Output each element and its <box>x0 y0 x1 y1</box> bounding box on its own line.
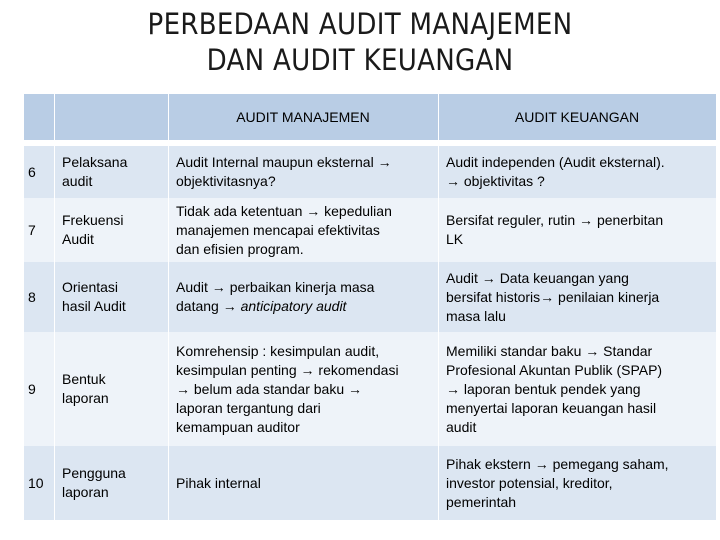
cell-manajemen: Pihak internal <box>176 474 261 491</box>
header-audit-keuangan: AUDIT KEUANGAN <box>514 108 640 125</box>
row-aspect: Pengguna laporan <box>62 465 126 500</box>
cell-manajemen-text: Audit → perbaikan kinerja masa datang → <box>176 279 375 314</box>
title-line-1: PERBEDAAN AUDIT MANAJEMEN <box>147 7 573 41</box>
cell-manajemen: Audit Internal maupun eksternal → objektivitasnya? <box>176 154 392 189</box>
title-line-2: DAN AUDIT KEUANGAN <box>206 43 514 77</box>
page-title <box>36 6 684 78</box>
cell-keuangan: Memiliki standar baku → Standar Profesional Akuntan Publik (SPAP) → laporan bentuk pendek yang menyertai laporan keuangan hasil audit <box>446 342 663 435</box>
row-number: 7 <box>28 221 36 238</box>
row-number: 6 <box>28 163 36 180</box>
row-aspect: Orientasi hasil Audit <box>62 279 126 314</box>
row-aspect: Frekuensi Audit <box>62 212 124 247</box>
row-number: 8 <box>28 288 36 305</box>
cell-manajemen <box>172 262 438 332</box>
row-aspect: Pelaksana audit <box>62 154 128 189</box>
cell-keuangan: Bersifat reguler, rutin → penerbitan LK <box>446 212 664 247</box>
column-divider <box>168 94 169 520</box>
row-number: 10 <box>28 474 44 491</box>
anticipatory-audit-text: anticipatory audit <box>240 298 347 314</box>
cell-manajemen: Komrehensip : kesimpulan audit, kesimpulan penting → rekomendasi → belum ada standar baku → laporan tergantung dari kemampuan auditor <box>176 342 399 435</box>
cell-keuangan: Pihak ekstern → pemegang saham, investor potensial, kreditor, pemerintah <box>446 455 669 510</box>
row-aspect: Bentuk laporan <box>62 371 109 406</box>
cell-manajemen: Tidak ada ketentuan → kepedulian manajemen mencapai efektivitas dan efisien program. <box>176 202 392 257</box>
cell-keuangan: Audit → Data keuangan yang bersifat historis→ penilaian kinerja masa lalu <box>446 269 660 324</box>
row-number: 9 <box>28 380 36 397</box>
cell-keuangan: Audit independen (Audit eksternal). → objektivitas ? <box>446 154 665 189</box>
column-divider <box>438 94 439 520</box>
header-audit-manajemen: AUDIT MANAJEMEN <box>236 108 370 125</box>
column-divider <box>54 94 55 520</box>
